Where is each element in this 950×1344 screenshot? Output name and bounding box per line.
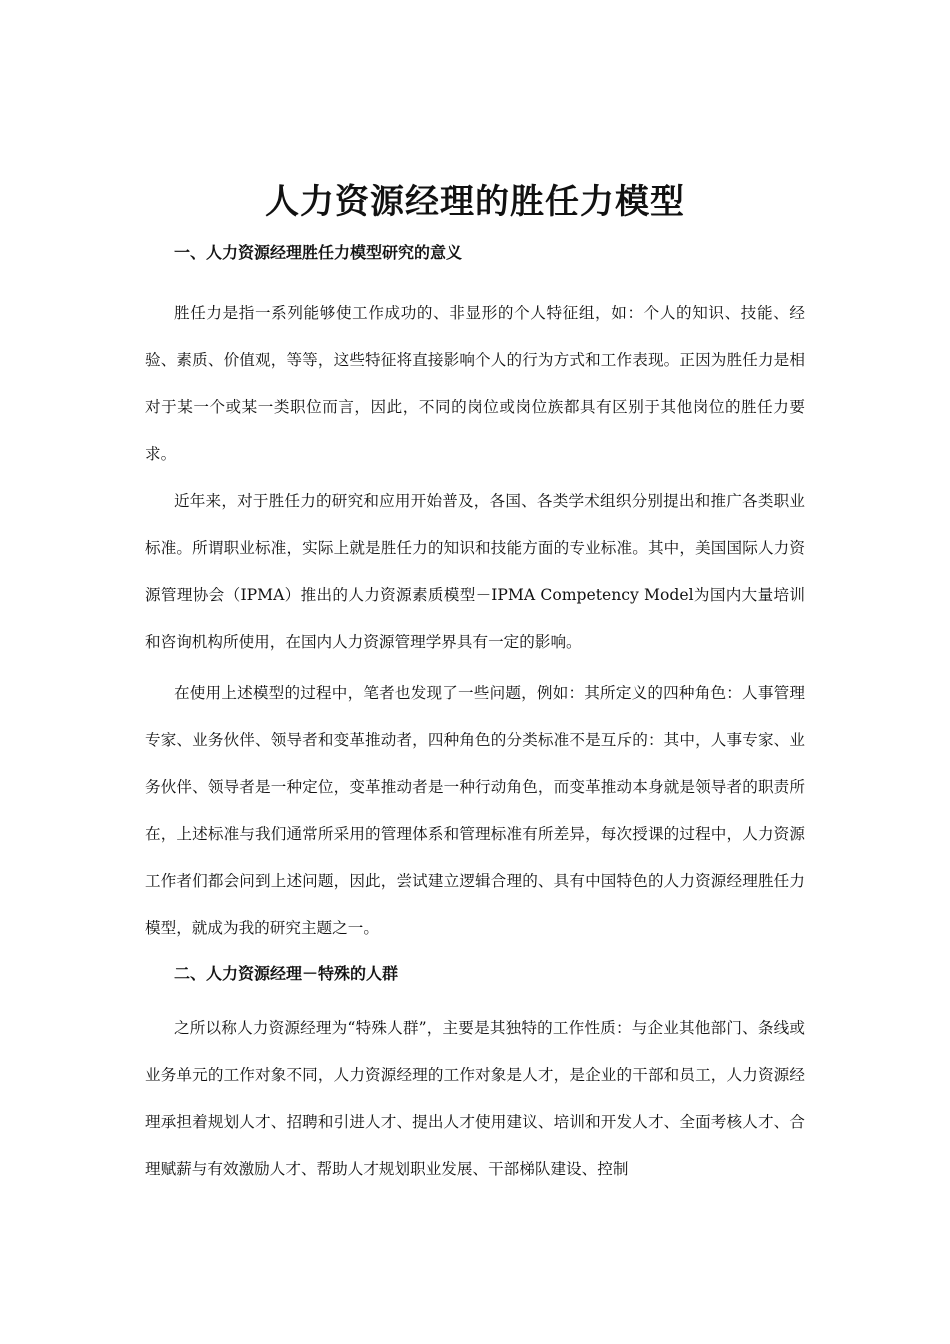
page-title: 人力资源经理的胜任力模型 bbox=[265, 182, 685, 222]
section-1-heading: 一、人力资源经理胜任力模型研究的意义 bbox=[174, 243, 463, 262]
section-2-paragraph-1: 之所以称人力资源经理为“特殊人群”，主要是其独特的工作性质：与企业其他部门、条线或业务单元的工作对象不同，人力资源经理的工作对象是人才，是企业的干部和员工，人力资源经理承担着规划人才、招聘和引进人才、提出人才使用建议、培训和开发人才、全面考核人才、合理赋薪与有效激励人才、帮助人才规划职业发展、干部梯队建设、控制 bbox=[145, 1019, 805, 1178]
section-1-paragraph-1: 胜任力是指一系列能够使工作成功的、非显形的个人特征组，如：个人的知识、技能、经验、素质、价值观，等等，这些特征将直接影响个人的行为方式和工作表现。正因为胜任力是相对于某一个或某一类职位而言，因此，不同的岗位或岗位族都具有区别于其他岗位的胜任力要求。 bbox=[145, 304, 805, 463]
section-1-paragraph-3: 在使用上述模型的过程中，笔者也发现了一些问题，例如：其所定义的四种角色：人事管理专家、业务伙伴、领导者和变革推动者，四种角色的分类标准不是互斥的：其中，人事专家、业务伙伴、领导者是一种定位，变革推动者是一种行动角色，而变革推动本身就是领导者的职责所在，上述标准与我们通常所采用的管理体系和管理标准有所差异，每次授课的过程中，人力资源工作者们都会问到上述问题，因此，尝试建立逻辑合理的、具有中国特色的人力资源经理胜任力模型，就成为我的研究主题之一。 bbox=[145, 684, 805, 937]
section-2-heading: 二、人力资源经理－特殊的人群 bbox=[174, 964, 399, 983]
section-1-paragraph-2: 近年来，对于胜任力的研究和应用开始普及，各国、各类学术组织分别提出和推广各类职业标准。所谓职业标准，实际上就是胜任力的知识和技能方面的专业标准。其中，美国国际人力资源管理协会（IPMA）推出的人力资源素质模型－IPMA Competency Model为国内大量培训和咨询机构所使用，在国内人力资源管理学界具有一定的影响。 bbox=[145, 492, 805, 651]
